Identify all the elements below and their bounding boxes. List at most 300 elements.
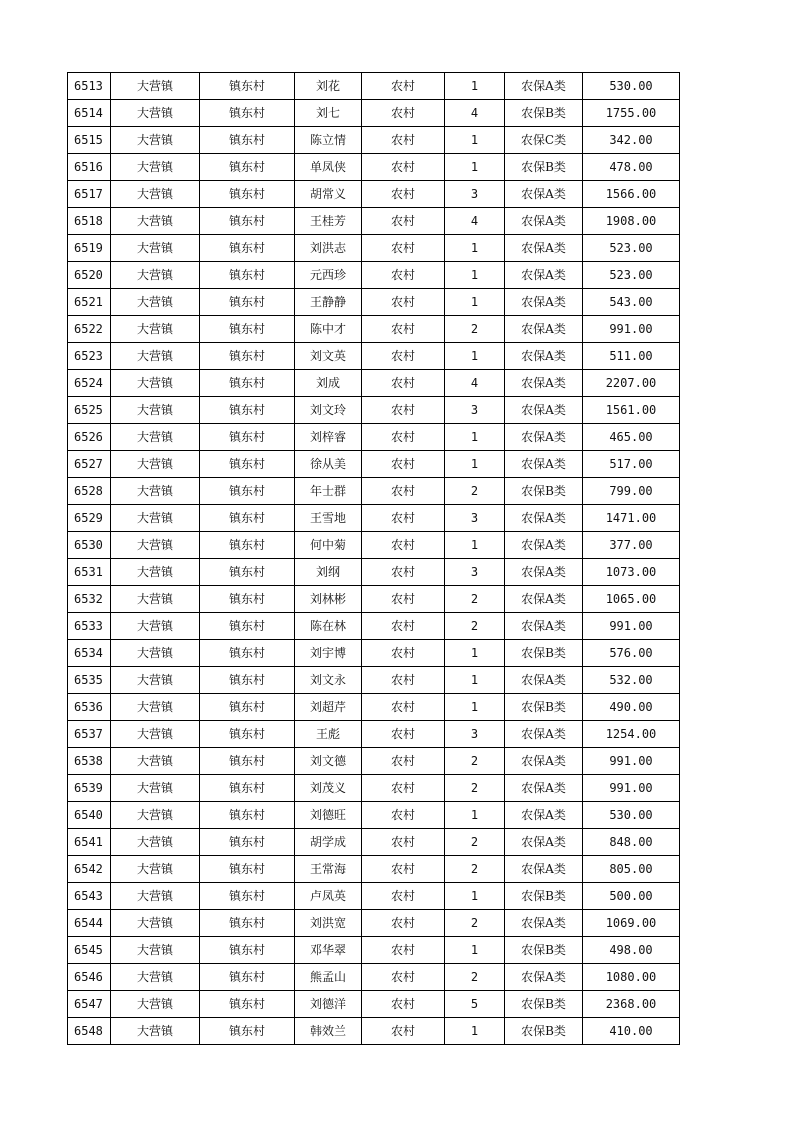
town-cell: 大营镇 xyxy=(111,721,200,748)
household-size-cell: 2 xyxy=(445,775,505,802)
town-cell: 大营镇 xyxy=(111,73,200,100)
insurance-class-cell: 农保A类 xyxy=(505,802,583,829)
name-cell: 王常海 xyxy=(295,856,362,883)
name-cell: 熊孟山 xyxy=(295,964,362,991)
serial-number-cell: 6541 xyxy=(68,829,111,856)
household-type-cell: 农村 xyxy=(362,208,445,235)
amount-cell: 1566.00 xyxy=(583,181,680,208)
amount-cell: 1471.00 xyxy=(583,505,680,532)
table-row xyxy=(68,802,680,829)
name-cell: 刘花 xyxy=(295,73,362,100)
serial-number-cell: 6526 xyxy=(68,424,111,451)
amount-cell: 991.00 xyxy=(583,775,680,802)
household-type-cell: 农村 xyxy=(362,343,445,370)
insurance-class-cell: 农保A类 xyxy=(505,829,583,856)
household-size-cell: 3 xyxy=(445,181,505,208)
name-cell: 刘文德 xyxy=(295,748,362,775)
village-cell: 镇东村 xyxy=(200,1018,295,1045)
household-type-cell: 农村 xyxy=(362,883,445,910)
household-type-cell: 农村 xyxy=(362,829,445,856)
table-row xyxy=(68,856,680,883)
town-cell: 大营镇 xyxy=(111,964,200,991)
household-type-cell: 农村 xyxy=(362,964,445,991)
table-row xyxy=(68,559,680,586)
town-cell: 大营镇 xyxy=(111,856,200,883)
town-cell: 大营镇 xyxy=(111,181,200,208)
insurance-class-cell: 农保B类 xyxy=(505,1018,583,1045)
amount-cell: 1065.00 xyxy=(583,586,680,613)
table-row xyxy=(68,451,680,478)
name-cell: 胡学成 xyxy=(295,829,362,856)
household-type-cell: 农村 xyxy=(362,451,445,478)
amount-cell: 377.00 xyxy=(583,532,680,559)
amount-cell: 1069.00 xyxy=(583,910,680,937)
town-cell: 大营镇 xyxy=(111,802,200,829)
serial-number-cell: 6533 xyxy=(68,613,111,640)
household-size-cell: 2 xyxy=(445,910,505,937)
town-cell: 大营镇 xyxy=(111,829,200,856)
name-cell: 刘洪志 xyxy=(295,235,362,262)
table-row xyxy=(68,397,680,424)
insurance-class-cell: 农保A类 xyxy=(505,613,583,640)
insurance-class-cell: 农保A类 xyxy=(505,73,583,100)
table-row xyxy=(68,235,680,262)
amount-cell: 1755.00 xyxy=(583,100,680,127)
town-cell: 大营镇 xyxy=(111,370,200,397)
amount-cell: 530.00 xyxy=(583,73,680,100)
insurance-class-cell: 农保B类 xyxy=(505,991,583,1018)
village-cell: 镇东村 xyxy=(200,856,295,883)
household-type-cell: 农村 xyxy=(362,505,445,532)
village-cell: 镇东村 xyxy=(200,883,295,910)
serial-number-cell: 6521 xyxy=(68,289,111,316)
name-cell: 年士群 xyxy=(295,478,362,505)
town-cell: 大营镇 xyxy=(111,748,200,775)
serial-number-cell: 6540 xyxy=(68,802,111,829)
household-type-cell: 农村 xyxy=(362,262,445,289)
beneficiary-table xyxy=(67,72,680,1045)
insurance-class-cell: 农保B类 xyxy=(505,478,583,505)
household-size-cell: 1 xyxy=(445,73,505,100)
insurance-class-cell: 农保A类 xyxy=(505,262,583,289)
name-cell: 王静静 xyxy=(295,289,362,316)
household-size-cell: 1 xyxy=(445,937,505,964)
town-cell: 大营镇 xyxy=(111,1018,200,1045)
household-type-cell: 农村 xyxy=(362,1018,445,1045)
village-cell: 镇东村 xyxy=(200,397,295,424)
table-row xyxy=(68,154,680,181)
serial-number-cell: 6543 xyxy=(68,883,111,910)
serial-number-cell: 6537 xyxy=(68,721,111,748)
name-cell: 元西珍 xyxy=(295,262,362,289)
household-size-cell: 1 xyxy=(445,883,505,910)
insurance-class-cell: 农保A类 xyxy=(505,397,583,424)
amount-cell: 991.00 xyxy=(583,316,680,343)
amount-cell: 2207.00 xyxy=(583,370,680,397)
amount-cell: 576.00 xyxy=(583,640,680,667)
household-size-cell: 1 xyxy=(445,262,505,289)
village-cell: 镇东村 xyxy=(200,694,295,721)
insurance-class-cell: 农保A类 xyxy=(505,424,583,451)
insurance-class-cell: 农保B类 xyxy=(505,640,583,667)
village-cell: 镇东村 xyxy=(200,181,295,208)
village-cell: 镇东村 xyxy=(200,910,295,937)
town-cell: 大营镇 xyxy=(111,424,200,451)
amount-cell: 465.00 xyxy=(583,424,680,451)
household-type-cell: 农村 xyxy=(362,235,445,262)
serial-number-cell: 6534 xyxy=(68,640,111,667)
table-row xyxy=(68,829,680,856)
household-type-cell: 农村 xyxy=(362,694,445,721)
household-size-cell: 1 xyxy=(445,424,505,451)
serial-number-cell: 6518 xyxy=(68,208,111,235)
village-cell: 镇东村 xyxy=(200,991,295,1018)
name-cell: 刘德洋 xyxy=(295,991,362,1018)
insurance-class-cell: 农保A类 xyxy=(505,964,583,991)
village-cell: 镇东村 xyxy=(200,775,295,802)
amount-cell: 342.00 xyxy=(583,127,680,154)
village-cell: 镇东村 xyxy=(200,127,295,154)
name-cell: 王彪 xyxy=(295,721,362,748)
insurance-class-cell: 农保A类 xyxy=(505,775,583,802)
household-size-cell: 1 xyxy=(445,154,505,181)
town-cell: 大营镇 xyxy=(111,343,200,370)
village-cell: 镇东村 xyxy=(200,289,295,316)
town-cell: 大营镇 xyxy=(111,640,200,667)
insurance-class-cell: 农保A类 xyxy=(505,586,583,613)
serial-number-cell: 6516 xyxy=(68,154,111,181)
amount-cell: 511.00 xyxy=(583,343,680,370)
household-size-cell: 2 xyxy=(445,586,505,613)
household-size-cell: 4 xyxy=(445,370,505,397)
amount-cell: 1254.00 xyxy=(583,721,680,748)
household-type-cell: 农村 xyxy=(362,532,445,559)
household-size-cell: 2 xyxy=(445,964,505,991)
village-cell: 镇东村 xyxy=(200,343,295,370)
serial-number-cell: 6513 xyxy=(68,73,111,100)
town-cell: 大营镇 xyxy=(111,208,200,235)
village-cell: 镇东村 xyxy=(200,73,295,100)
insurance-class-cell: 农保C类 xyxy=(505,127,583,154)
insurance-class-cell: 农保A类 xyxy=(505,343,583,370)
town-cell: 大营镇 xyxy=(111,775,200,802)
amount-cell: 410.00 xyxy=(583,1018,680,1045)
table-row xyxy=(68,316,680,343)
amount-cell: 543.00 xyxy=(583,289,680,316)
name-cell: 卢凤英 xyxy=(295,883,362,910)
household-type-cell: 农村 xyxy=(362,316,445,343)
village-cell: 镇东村 xyxy=(200,640,295,667)
name-cell: 徐从美 xyxy=(295,451,362,478)
amount-cell: 1073.00 xyxy=(583,559,680,586)
town-cell: 大营镇 xyxy=(111,991,200,1018)
village-cell: 镇东村 xyxy=(200,559,295,586)
insurance-class-cell: 农保A类 xyxy=(505,721,583,748)
household-type-cell: 农村 xyxy=(362,613,445,640)
serial-number-cell: 6548 xyxy=(68,1018,111,1045)
insurance-class-cell: 农保A类 xyxy=(505,667,583,694)
village-cell: 镇东村 xyxy=(200,613,295,640)
town-cell: 大营镇 xyxy=(111,883,200,910)
insurance-class-cell: 农保A类 xyxy=(505,856,583,883)
table-row xyxy=(68,721,680,748)
serial-number-cell: 6547 xyxy=(68,991,111,1018)
name-cell: 陈立情 xyxy=(295,127,362,154)
serial-number-cell: 6522 xyxy=(68,316,111,343)
name-cell: 陈在林 xyxy=(295,613,362,640)
household-size-cell: 1 xyxy=(445,343,505,370)
household-type-cell: 农村 xyxy=(362,748,445,775)
household-type-cell: 农村 xyxy=(362,910,445,937)
insurance-class-cell: 农保A类 xyxy=(505,235,583,262)
table-row xyxy=(68,613,680,640)
table-row xyxy=(68,127,680,154)
household-type-cell: 农村 xyxy=(362,937,445,964)
village-cell: 镇东村 xyxy=(200,451,295,478)
table-row xyxy=(68,1018,680,1045)
village-cell: 镇东村 xyxy=(200,748,295,775)
village-cell: 镇东村 xyxy=(200,937,295,964)
household-type-cell: 农村 xyxy=(362,100,445,127)
table-row xyxy=(68,910,680,937)
name-cell: 刘洪宽 xyxy=(295,910,362,937)
amount-cell: 991.00 xyxy=(583,748,680,775)
household-size-cell: 3 xyxy=(445,559,505,586)
town-cell: 大营镇 xyxy=(111,532,200,559)
insurance-class-cell: 农保B类 xyxy=(505,694,583,721)
town-cell: 大营镇 xyxy=(111,505,200,532)
insurance-class-cell: 农保A类 xyxy=(505,370,583,397)
village-cell: 镇东村 xyxy=(200,802,295,829)
amount-cell: 1908.00 xyxy=(583,208,680,235)
insurance-class-cell: 农保B类 xyxy=(505,154,583,181)
amount-cell: 523.00 xyxy=(583,262,680,289)
household-size-cell: 2 xyxy=(445,856,505,883)
serial-number-cell: 6539 xyxy=(68,775,111,802)
village-cell: 镇东村 xyxy=(200,667,295,694)
name-cell: 刘超芹 xyxy=(295,694,362,721)
name-cell: 刘文玲 xyxy=(295,397,362,424)
household-size-cell: 3 xyxy=(445,505,505,532)
name-cell: 刘梓睿 xyxy=(295,424,362,451)
household-type-cell: 农村 xyxy=(362,559,445,586)
town-cell: 大营镇 xyxy=(111,586,200,613)
household-size-cell: 5 xyxy=(445,991,505,1018)
village-cell: 镇东村 xyxy=(200,316,295,343)
village-cell: 镇东村 xyxy=(200,424,295,451)
town-cell: 大营镇 xyxy=(111,478,200,505)
insurance-class-cell: 农保A类 xyxy=(505,748,583,775)
name-cell: 刘纲 xyxy=(295,559,362,586)
name-cell: 刘茂义 xyxy=(295,775,362,802)
serial-number-cell: 6530 xyxy=(68,532,111,559)
insurance-class-cell: 农保B类 xyxy=(505,100,583,127)
village-cell: 镇东村 xyxy=(200,505,295,532)
insurance-class-cell: 农保A类 xyxy=(505,181,583,208)
serial-number-cell: 6527 xyxy=(68,451,111,478)
table-row xyxy=(68,586,680,613)
table-row xyxy=(68,424,680,451)
table-row xyxy=(68,289,680,316)
amount-cell: 523.00 xyxy=(583,235,680,262)
household-type-cell: 农村 xyxy=(362,127,445,154)
name-cell: 刘宇博 xyxy=(295,640,362,667)
household-size-cell: 2 xyxy=(445,478,505,505)
insurance-class-cell: 农保A类 xyxy=(505,532,583,559)
serial-number-cell: 6532 xyxy=(68,586,111,613)
household-type-cell: 农村 xyxy=(362,397,445,424)
serial-number-cell: 6536 xyxy=(68,694,111,721)
village-cell: 镇东村 xyxy=(200,208,295,235)
household-type-cell: 农村 xyxy=(362,856,445,883)
town-cell: 大营镇 xyxy=(111,289,200,316)
town-cell: 大营镇 xyxy=(111,316,200,343)
serial-number-cell: 6517 xyxy=(68,181,111,208)
household-size-cell: 1 xyxy=(445,1018,505,1045)
town-cell: 大营镇 xyxy=(111,127,200,154)
insurance-class-cell: 农保A类 xyxy=(505,208,583,235)
serial-number-cell: 6524 xyxy=(68,370,111,397)
serial-number-cell: 6520 xyxy=(68,262,111,289)
serial-number-cell: 6544 xyxy=(68,910,111,937)
table-row xyxy=(68,370,680,397)
serial-number-cell: 6515 xyxy=(68,127,111,154)
name-cell: 刘文英 xyxy=(295,343,362,370)
town-cell: 大营镇 xyxy=(111,559,200,586)
serial-number-cell: 6519 xyxy=(68,235,111,262)
household-size-cell: 2 xyxy=(445,613,505,640)
table-row xyxy=(68,73,680,100)
village-cell: 镇东村 xyxy=(200,721,295,748)
amount-cell: 2368.00 xyxy=(583,991,680,1018)
household-size-cell: 1 xyxy=(445,451,505,478)
serial-number-cell: 6531 xyxy=(68,559,111,586)
amount-cell: 517.00 xyxy=(583,451,680,478)
table-row xyxy=(68,100,680,127)
table-body xyxy=(68,73,680,1045)
household-size-cell: 1 xyxy=(445,694,505,721)
household-size-cell: 1 xyxy=(445,667,505,694)
household-type-cell: 农村 xyxy=(362,991,445,1018)
serial-number-cell: 6514 xyxy=(68,100,111,127)
insurance-class-cell: 农保A类 xyxy=(505,910,583,937)
household-type-cell: 农村 xyxy=(362,775,445,802)
table-row xyxy=(68,505,680,532)
insurance-class-cell: 农保A类 xyxy=(505,559,583,586)
name-cell: 何中菊 xyxy=(295,532,362,559)
name-cell: 胡常义 xyxy=(295,181,362,208)
household-type-cell: 农村 xyxy=(362,667,445,694)
table-row xyxy=(68,343,680,370)
household-type-cell: 农村 xyxy=(362,154,445,181)
amount-cell: 805.00 xyxy=(583,856,680,883)
serial-number-cell: 6542 xyxy=(68,856,111,883)
name-cell: 邓华翠 xyxy=(295,937,362,964)
serial-number-cell: 6535 xyxy=(68,667,111,694)
village-cell: 镇东村 xyxy=(200,532,295,559)
household-type-cell: 农村 xyxy=(362,73,445,100)
name-cell: 王桂芳 xyxy=(295,208,362,235)
town-cell: 大营镇 xyxy=(111,262,200,289)
household-size-cell: 3 xyxy=(445,721,505,748)
household-size-cell: 3 xyxy=(445,397,505,424)
name-cell: 刘成 xyxy=(295,370,362,397)
insurance-class-cell: 农保B类 xyxy=(505,937,583,964)
village-cell: 镇东村 xyxy=(200,964,295,991)
town-cell: 大营镇 xyxy=(111,694,200,721)
household-type-cell: 农村 xyxy=(362,289,445,316)
household-type-cell: 农村 xyxy=(362,721,445,748)
household-size-cell: 1 xyxy=(445,802,505,829)
household-type-cell: 农村 xyxy=(362,478,445,505)
household-size-cell: 1 xyxy=(445,235,505,262)
household-type-cell: 农村 xyxy=(362,181,445,208)
town-cell: 大营镇 xyxy=(111,937,200,964)
table-row xyxy=(68,208,680,235)
town-cell: 大营镇 xyxy=(111,235,200,262)
village-cell: 镇东村 xyxy=(200,154,295,181)
household-type-cell: 农村 xyxy=(362,424,445,451)
household-size-cell: 4 xyxy=(445,208,505,235)
table-row xyxy=(68,775,680,802)
name-cell: 单凤侠 xyxy=(295,154,362,181)
town-cell: 大营镇 xyxy=(111,910,200,937)
insurance-class-cell: 农保A类 xyxy=(505,505,583,532)
amount-cell: 530.00 xyxy=(583,802,680,829)
household-size-cell: 2 xyxy=(445,829,505,856)
serial-number-cell: 6546 xyxy=(68,964,111,991)
amount-cell: 498.00 xyxy=(583,937,680,964)
insurance-class-cell: 农保A类 xyxy=(505,289,583,316)
insurance-class-cell: 农保B类 xyxy=(505,883,583,910)
table-row xyxy=(68,991,680,1018)
table-row xyxy=(68,181,680,208)
household-size-cell: 1 xyxy=(445,289,505,316)
name-cell: 刘德旺 xyxy=(295,802,362,829)
village-cell: 镇东村 xyxy=(200,370,295,397)
village-cell: 镇东村 xyxy=(200,829,295,856)
town-cell: 大营镇 xyxy=(111,154,200,181)
village-cell: 镇东村 xyxy=(200,262,295,289)
table-row xyxy=(68,532,680,559)
town-cell: 大营镇 xyxy=(111,451,200,478)
table-row xyxy=(68,640,680,667)
town-cell: 大营镇 xyxy=(111,613,200,640)
household-size-cell: 1 xyxy=(445,532,505,559)
table-row xyxy=(68,694,680,721)
amount-cell: 490.00 xyxy=(583,694,680,721)
serial-number-cell: 6523 xyxy=(68,343,111,370)
table-row xyxy=(68,478,680,505)
table-row xyxy=(68,262,680,289)
village-cell: 镇东村 xyxy=(200,478,295,505)
table-row xyxy=(68,964,680,991)
household-size-cell: 1 xyxy=(445,127,505,154)
amount-cell: 848.00 xyxy=(583,829,680,856)
town-cell: 大营镇 xyxy=(111,397,200,424)
name-cell: 陈中才 xyxy=(295,316,362,343)
name-cell: 王雪地 xyxy=(295,505,362,532)
household-size-cell: 4 xyxy=(445,100,505,127)
amount-cell: 799.00 xyxy=(583,478,680,505)
table-row xyxy=(68,883,680,910)
town-cell: 大营镇 xyxy=(111,100,200,127)
table-row xyxy=(68,667,680,694)
insurance-class-cell: 农保A类 xyxy=(505,316,583,343)
serial-number-cell: 6538 xyxy=(68,748,111,775)
household-type-cell: 农村 xyxy=(362,586,445,613)
amount-cell: 1080.00 xyxy=(583,964,680,991)
